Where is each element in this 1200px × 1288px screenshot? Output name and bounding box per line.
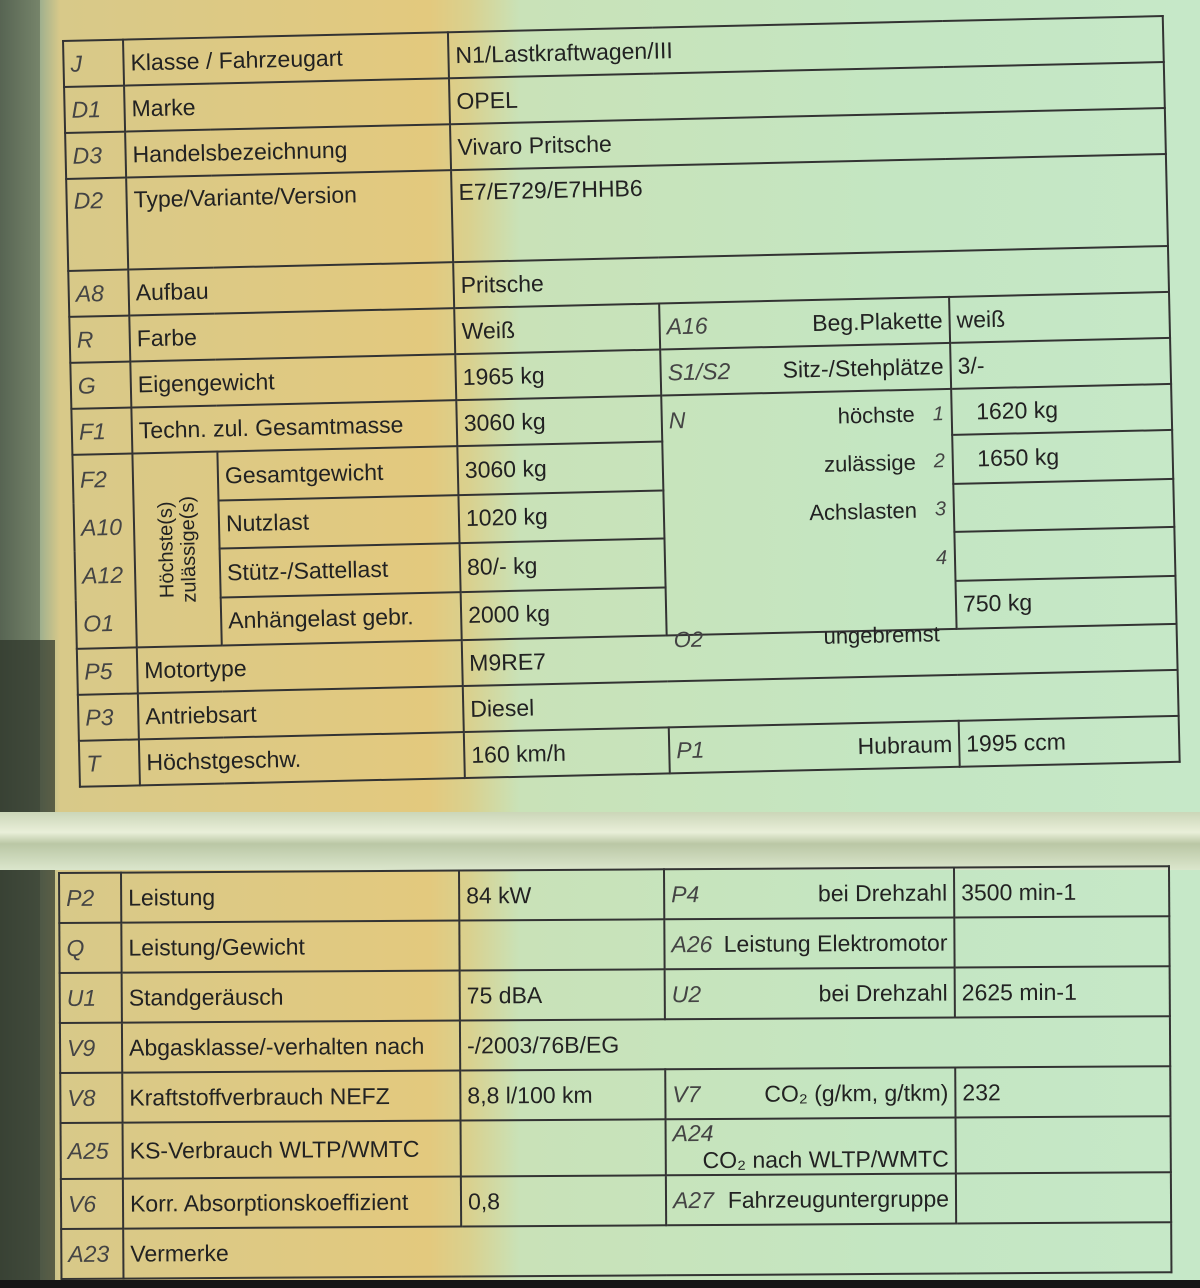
field-label: Motortype <box>137 640 463 693</box>
field-value: 3/- <box>950 338 1171 389</box>
row-a25 <box>61 1116 1171 1179</box>
axle-load-label <box>661 389 956 636</box>
field-value: N1/Lastkraftwagen/III <box>448 16 1164 78</box>
field-code: P2 <box>59 873 121 923</box>
field-value: 160 km/h <box>464 727 670 778</box>
field-code: D2 <box>66 178 128 271</box>
right-field <box>665 968 955 1020</box>
field-value: -/2003/76B/EG <box>460 1016 1170 1070</box>
field-code: S1/S2 <box>667 357 731 385</box>
field-code: F2 <box>79 466 108 493</box>
right-field <box>664 868 954 920</box>
axle-word: zulässige <box>823 449 917 477</box>
field-label: Leistung Elektromotor <box>723 929 948 957</box>
field-value: Weiß <box>454 304 660 355</box>
field-value <box>459 919 664 970</box>
field-value: 3500 min-1 <box>954 866 1169 917</box>
sub-codes <box>72 454 136 649</box>
registration-block-lower <box>58 865 1170 1280</box>
field-code: P3 <box>78 693 139 740</box>
axle-word: Achslasten <box>809 497 918 526</box>
field-code: A23 <box>61 1229 123 1279</box>
field-value: M9RE7 <box>462 624 1178 686</box>
field-label: Marke <box>124 78 450 131</box>
field-code: G <box>70 362 131 409</box>
field-code: U2 <box>671 980 702 1007</box>
field-value: 232 <box>955 1066 1170 1117</box>
field-value: 0,8 <box>461 1175 666 1226</box>
right-field <box>666 1174 956 1226</box>
field-code: A26 <box>671 930 713 957</box>
field-label: Nutzlast <box>218 495 459 549</box>
field-label: Kraftstoffverbrauch NEFZ <box>122 1071 460 1123</box>
field-label: Antriebsart <box>138 686 464 739</box>
field-code: D1 <box>64 86 125 133</box>
field-code: J <box>63 40 124 87</box>
field-label: Beg.Plakette <box>811 306 943 336</box>
field-value: 3060 kg <box>456 395 662 446</box>
row-v8 <box>60 1066 1170 1123</box>
axle-num: 4 <box>935 546 948 570</box>
field-code: A10 <box>80 513 123 541</box>
right-field <box>660 343 951 396</box>
field-label: Type/Variante/Version <box>126 170 453 269</box>
row-a23 <box>61 1222 1171 1279</box>
field-value: 2625 min-1 <box>955 966 1170 1017</box>
right-field <box>664 918 954 970</box>
field-label: Eigengewicht <box>130 354 456 407</box>
field-label: Abgasklasse/-verhalten nach <box>122 1021 460 1073</box>
axle-value-4 <box>935 527 1175 580</box>
row-u1 <box>60 966 1170 1023</box>
paper-fold <box>0 812 1200 870</box>
field-value: 1965 kg <box>455 350 661 401</box>
field-value: Vivaro Pritsche <box>450 108 1166 170</box>
field-value: 2000 kg <box>461 587 667 640</box>
right-field <box>666 1118 956 1176</box>
axle-num: 1 <box>932 402 945 425</box>
field-value: 750 kg <box>955 575 1176 628</box>
field-code: P1 <box>675 736 705 763</box>
vertical-label-line: zulässige(s) <box>175 495 201 603</box>
field-label: Gesamtgewicht <box>217 446 458 500</box>
field-code: V6 <box>61 1179 123 1229</box>
field-code: P5 <box>77 647 138 694</box>
field-code: A12 <box>81 561 124 589</box>
field-value <box>956 1116 1171 1173</box>
field-label: CO₂ (g/km, g/tkm) <box>764 1079 949 1107</box>
field-label: bei Drehzahl <box>818 979 948 1006</box>
field-label: Leistung <box>121 871 459 923</box>
axle-value <box>973 542 974 568</box>
field-label: KS-Verbrauch WLTP/WMTC <box>123 1121 461 1179</box>
field-label: Klasse / Fahrzeugart <box>123 32 449 85</box>
field-label: Fahrzeuguntergruppe <box>727 1185 950 1213</box>
field-value: Pritsche <box>453 246 1169 308</box>
field-code: O2 <box>673 626 704 653</box>
bottom-left-shadow <box>0 640 55 1288</box>
field-label: bei Drehzahl <box>817 879 948 906</box>
field-value: 75 dBA <box>460 969 665 1020</box>
field-code: A16 <box>666 311 708 339</box>
field-code: V7 <box>672 1080 701 1107</box>
row-v6 <box>61 1172 1171 1229</box>
axle-value <box>972 494 973 520</box>
field-value <box>956 1172 1171 1223</box>
row-q <box>59 916 1169 973</box>
field-label: Techn. zul. Gesamtmasse <box>131 400 457 453</box>
field-value: weiß <box>949 292 1170 343</box>
axle-num: 3 <box>934 498 947 521</box>
field-value: 3060 kg <box>457 441 663 494</box>
field-label: Höchstgeschw. <box>139 732 465 785</box>
field-value <box>461 1119 666 1176</box>
field-label: Sitz-/Stehplätze <box>782 352 944 383</box>
field-value: 8,8 l/100 km <box>460 1069 665 1120</box>
field-code: A27 <box>672 1186 715 1213</box>
field-value: 1995 ccm <box>959 716 1180 767</box>
field-label: Vermerke <box>123 1222 1171 1278</box>
vertical-label-cell <box>132 452 221 648</box>
axle-value-3 <box>934 478 1174 531</box>
vertical-label-line: Höchste(s) <box>153 501 179 599</box>
axle-value: 1620 kg <box>975 396 1059 424</box>
field-label: Anhängelast gebr. <box>221 592 462 646</box>
field-code: Q <box>59 923 121 973</box>
field-code: V9 <box>60 1023 122 1073</box>
axle-value-2 <box>933 430 1173 483</box>
vertical-label <box>154 496 200 604</box>
field-code: A8 <box>68 270 129 317</box>
row-p2 <box>59 866 1169 923</box>
field-code: N <box>668 406 686 434</box>
field-label: Stütz-/Sattellast <box>220 543 461 597</box>
field-value: 84 kW <box>459 869 664 920</box>
row-v9 <box>60 1016 1170 1073</box>
axle-num: 2 <box>933 449 946 473</box>
field-value: 80/- kg <box>460 538 666 591</box>
o2-field <box>665 612 948 662</box>
field-label: Korr. Absorptionskoeffizient <box>123 1177 461 1229</box>
field-value: OPEL <box>449 62 1165 124</box>
field-value: 1020 kg <box>458 490 664 543</box>
registration-block-upper <box>62 15 1179 788</box>
field-label: Standgeräusch <box>122 971 460 1023</box>
right-field <box>669 721 960 774</box>
field-label: CO₂ nach WLTP/WMTC <box>702 1145 949 1174</box>
field-value: E7/E729/E7HHB6 <box>451 154 1168 262</box>
field-label: Handelsbezeichnung <box>125 124 451 177</box>
field-code: R <box>69 316 130 363</box>
field-code: T <box>79 739 140 786</box>
axle-word: höchste <box>837 401 915 429</box>
axle-value: 1650 kg <box>976 443 1060 472</box>
field-label: Hubraum <box>857 730 953 759</box>
field-value <box>954 916 1169 967</box>
field-code: F1 <box>71 408 132 455</box>
field-code: A24 <box>672 1120 714 1147</box>
field-code: V8 <box>60 1073 122 1123</box>
field-code: O1 <box>82 609 115 637</box>
axle-value-1 <box>932 384 1172 435</box>
field-code: P4 <box>671 880 700 907</box>
field-label: Leistung/Gewicht <box>121 921 459 973</box>
field-code: A25 <box>61 1123 123 1179</box>
field-code: D3 <box>65 132 126 179</box>
right-field <box>659 297 950 350</box>
field-label: Aufbau <box>128 262 454 315</box>
field-code: U1 <box>60 973 122 1023</box>
field-value: Diesel <box>463 670 1179 732</box>
field-label: ungebremst <box>823 621 940 649</box>
photo-bottom-edge <box>0 1280 1200 1288</box>
field-label: Farbe <box>129 308 455 361</box>
right-field <box>665 1068 955 1120</box>
